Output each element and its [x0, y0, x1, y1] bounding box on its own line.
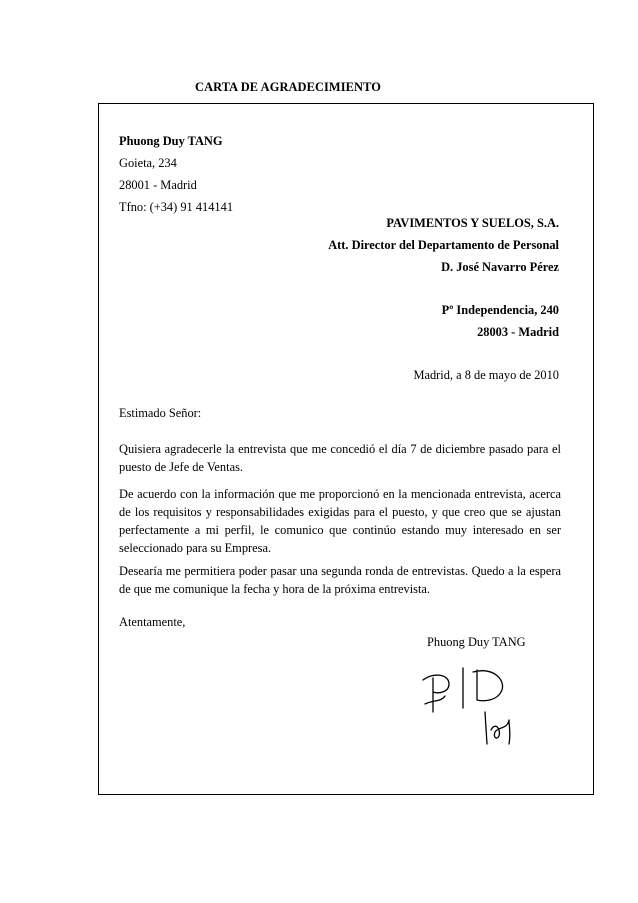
sender-name: Phuong Duy TANG	[119, 134, 223, 148]
letter-greeting: Estimado Señor:	[119, 406, 202, 420]
sender-street: Goieta, 234	[119, 156, 177, 170]
recipient-street: Pº Independencia, 240	[441, 303, 559, 317]
handwritten-signature	[415, 660, 525, 750]
letter-date: Madrid, a 8 de mayo de 2010	[413, 368, 559, 382]
letter-closing: Atentamente,	[119, 615, 186, 629]
body-paragraph-2: De acuerdo con la información que me proporcionó en la mencionada entrevista, acerca de los requisitos y responsabilidades exigidas para el puesto, y que creo que se ajustan perfectamente a mi perfil, le comunico que continúo estando muy interesado en ser seleccionado para su Empresa.	[119, 487, 561, 555]
sender-phone: Tfno: (+34) 91 414141	[119, 200, 234, 214]
recipient-city: 28003 - Madrid	[477, 325, 559, 339]
recipient-company: PAVIMENTOS Y SUELOS, S.A.	[386, 216, 559, 230]
recipient-person: D. José Navarro Pérez	[441, 260, 559, 274]
body-paragraph-1: Quisiera agradecerle la entrevista que me concedió el día 7 de diciembre pasado para el puesto de Jefe de Ventas.	[119, 442, 561, 474]
sender-city: 28001 - Madrid	[119, 178, 197, 192]
body-paragraph-3: Desearía me permitiera poder pasar una segunda ronda de entrevistas. Quedo a la espera de que me comunique la fecha y hora de la próxima entrevista.	[119, 564, 561, 596]
letter-title: CARTA DE AGRADECIMIENTO	[195, 80, 381, 94]
recipient-attention: Att. Director del Departamento de Personal	[328, 238, 559, 252]
signer-name: Phuong Duy TANG	[427, 635, 526, 649]
